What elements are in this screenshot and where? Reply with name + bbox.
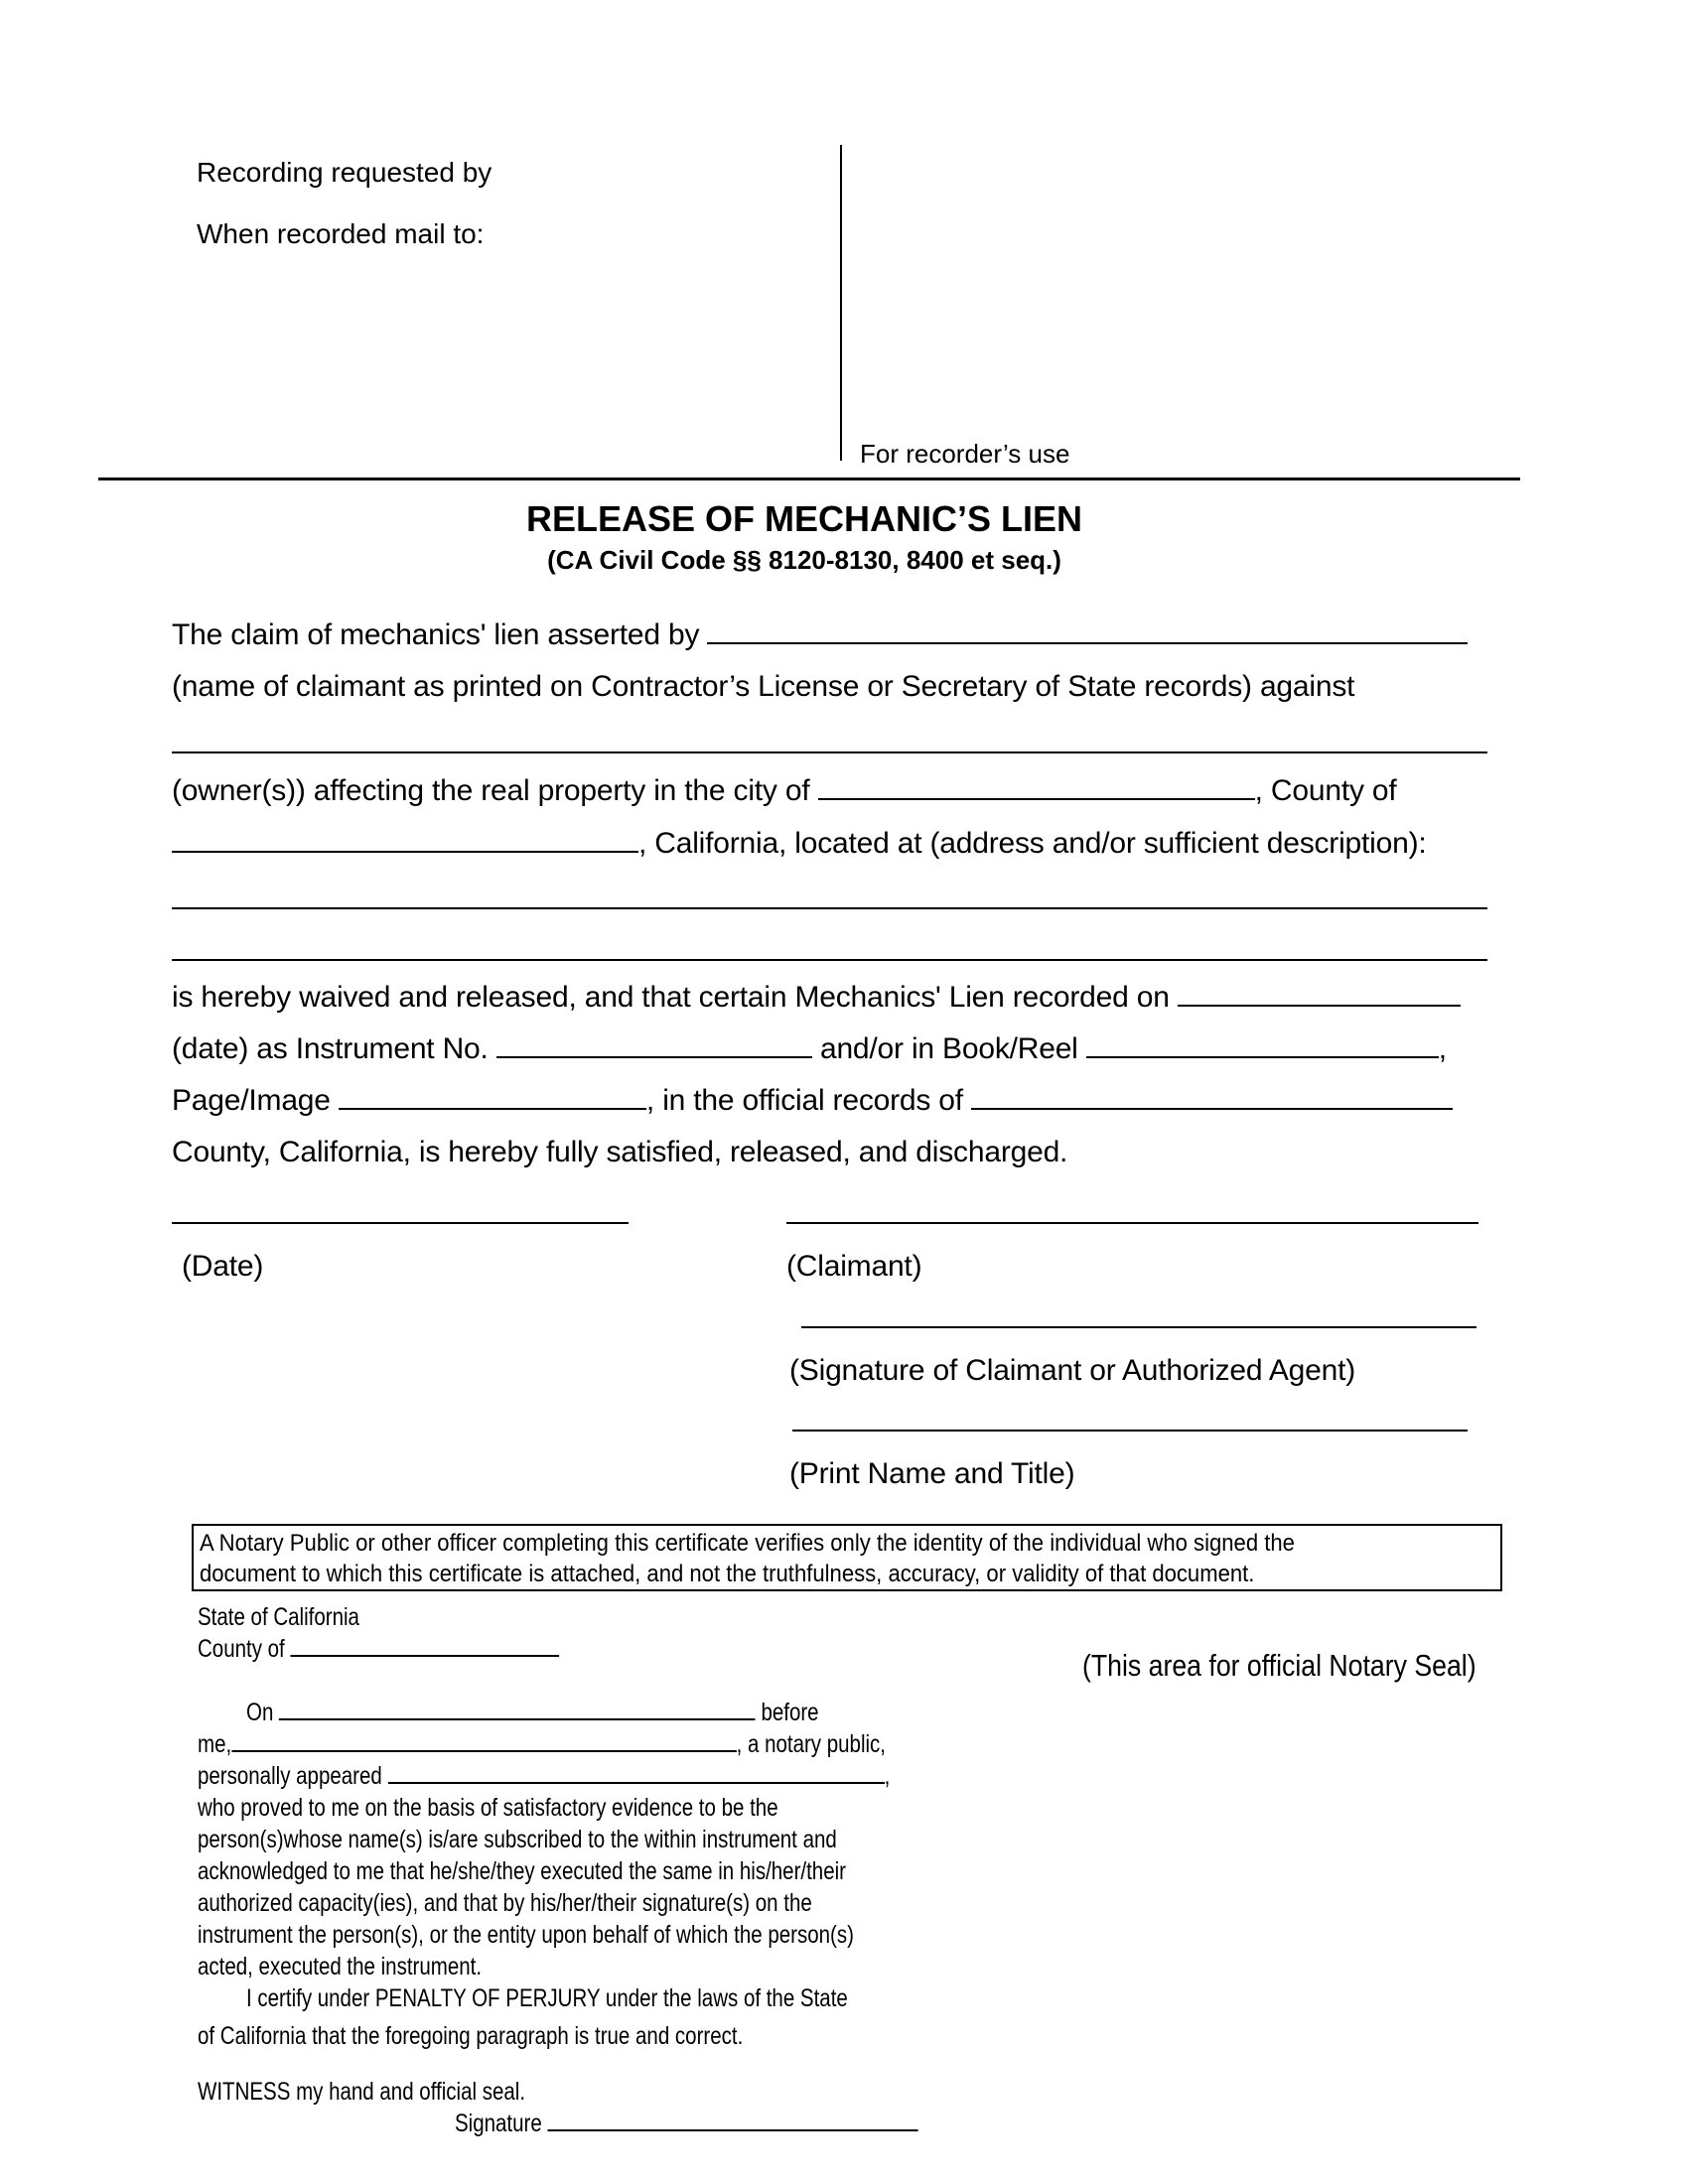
notary-witness-label: WITNESS my hand and official seal. [198,2078,526,2106]
notary-before-label: before [761,1699,819,1726]
when-recorded-mail-to-label: When recorded mail to: [197,218,485,249]
property-city-line [172,774,1397,808]
notary-signature-line [455,2109,918,2140]
notary-disclaimer-line-1: A Notary Public or other officer completing this certificate verifies only the identity of the individual who signed the [200,1530,1295,1557]
notary-appeared-comma: , [884,1762,891,1790]
claimant-description-line: (name of claimant as printed on Contractor’s License or Secretary of State records) against [172,670,1355,703]
property-county-line [172,827,1427,861]
notary-certify-line-2: of California that the foregoing paragraph is true and correct. [198,2022,744,2050]
claimant-name-field[interactable] [707,620,1468,644]
claim-asserted-line [172,618,1468,652]
notary-disclaimer-box [192,1524,1502,1591]
notary-public-label: , a notary public, [736,1730,887,1758]
notary-signature-label: Signature [455,2110,542,2137]
claimant-field[interactable] [786,1222,1478,1224]
book-reel-label: and/or in Book/Reel [819,1032,1078,1065]
instrument-line [172,1032,1447,1066]
recorded-date-field[interactable] [1178,983,1461,1007]
notary-me-label: me, [198,1730,232,1758]
book-reel-field[interactable] [1086,1034,1439,1058]
satisfied-released-line: County, California, is hereby fully satisfied, released, and discharged. [172,1136,1068,1168]
notary-me-line [198,1729,886,1761]
notary-paragraph-line: authorized capacity(ies), and that by his/her/their signature(s) on the [198,1889,812,1917]
notary-seal-area-label: (This area for official Notary Seal) [1082,1648,1477,1683]
county-of-label: , County of [1254,774,1397,807]
claim-asserted-label: The claim of mechanics' lien asserted by [172,618,700,651]
notary-disclaimer-line-2: document to which this certificate is attached, and not the truthfulness, accuracy, or validity of that document. [200,1561,1255,1587]
notary-appeared-field[interactable] [387,1762,884,1784]
property-description-field-2[interactable] [172,959,1487,961]
notary-appeared-label: personally appeared [198,1762,382,1790]
page-image-label: Page/Image [172,1084,331,1117]
notary-county-field[interactable] [290,1635,559,1657]
notary-certify-line-1: I certify under PENALTY OF PERJURY under the laws of the State [246,1984,848,2012]
notary-county-line [198,1634,559,1666]
city-field[interactable] [818,776,1255,800]
recording-requested-by-label: Recording requested by [197,157,492,188]
notary-paragraph-line: who proved to me on the basis of satisfactory evidence to be the [198,1794,778,1822]
notary-county-label: County of [198,1635,285,1663]
print-name-label: (Print Name and Title) [789,1457,1075,1490]
page-image-field[interactable] [339,1086,646,1110]
page-image-line [172,1084,1453,1118]
notary-paragraph-line: acted, executed the instrument. [198,1953,483,1980]
signature-label: (Signature of Claimant or Authorized Agent) [789,1354,1356,1387]
claimant-label: (Claimant) [786,1250,922,1283]
header-divider [98,478,1520,480]
property-location-label: , California, located at (address and/or sufficient description): [638,827,1427,860]
for-recorders-use-label: For recorder’s use [860,439,1070,469]
official-records-label: , in the official records of [645,1084,963,1117]
page-subtitle: (CA Civil Code §§ 8120-8130, 8400 et seq.) [547,545,1061,575]
signature-field[interactable] [801,1326,1477,1328]
property-city-label: (owner(s)) affecting the real property in the city of [172,774,810,807]
waived-released-label: is hereby waived and released, and that certain Mechanics' Lien recorded on [172,981,1170,1014]
instrument-no-field[interactable] [496,1034,812,1058]
date-field[interactable] [172,1222,629,1224]
notary-on-line [246,1698,819,1729]
county-field[interactable] [172,829,638,853]
waived-released-line [172,981,1461,1015]
notary-paragraph-line: instrument the person(s), or the entity upon behalf of which the person(s) [198,1921,854,1949]
notary-signature-field[interactable] [547,2110,917,2131]
instrument-no-label: (date) as Instrument No. [172,1032,489,1065]
recorder-area-divider [840,145,842,461]
owner-name-field[interactable] [172,751,1487,753]
notary-state-label: State of California [198,1603,359,1631]
official-records-county-field[interactable] [971,1086,1453,1110]
notary-paragraph-line: person(s)whose name(s) is/are subscribed to the within instrument and [198,1826,837,1853]
notary-appeared-line [198,1761,890,1793]
print-name-field[interactable] [792,1430,1468,1432]
date-label: (Date) [182,1250,264,1283]
notary-date-field[interactable] [279,1699,756,1720]
property-description-field-1[interactable] [172,907,1487,909]
page-title: RELEASE OF MECHANIC’S LIEN [525,498,1083,539]
notary-paragraph-line: acknowledged to me that he/she/they executed the same in his/her/their [198,1857,846,1885]
notary-name-field[interactable] [231,1730,736,1752]
notary-on-label: On [246,1699,274,1726]
book-reel-comma: , [1438,1032,1447,1065]
